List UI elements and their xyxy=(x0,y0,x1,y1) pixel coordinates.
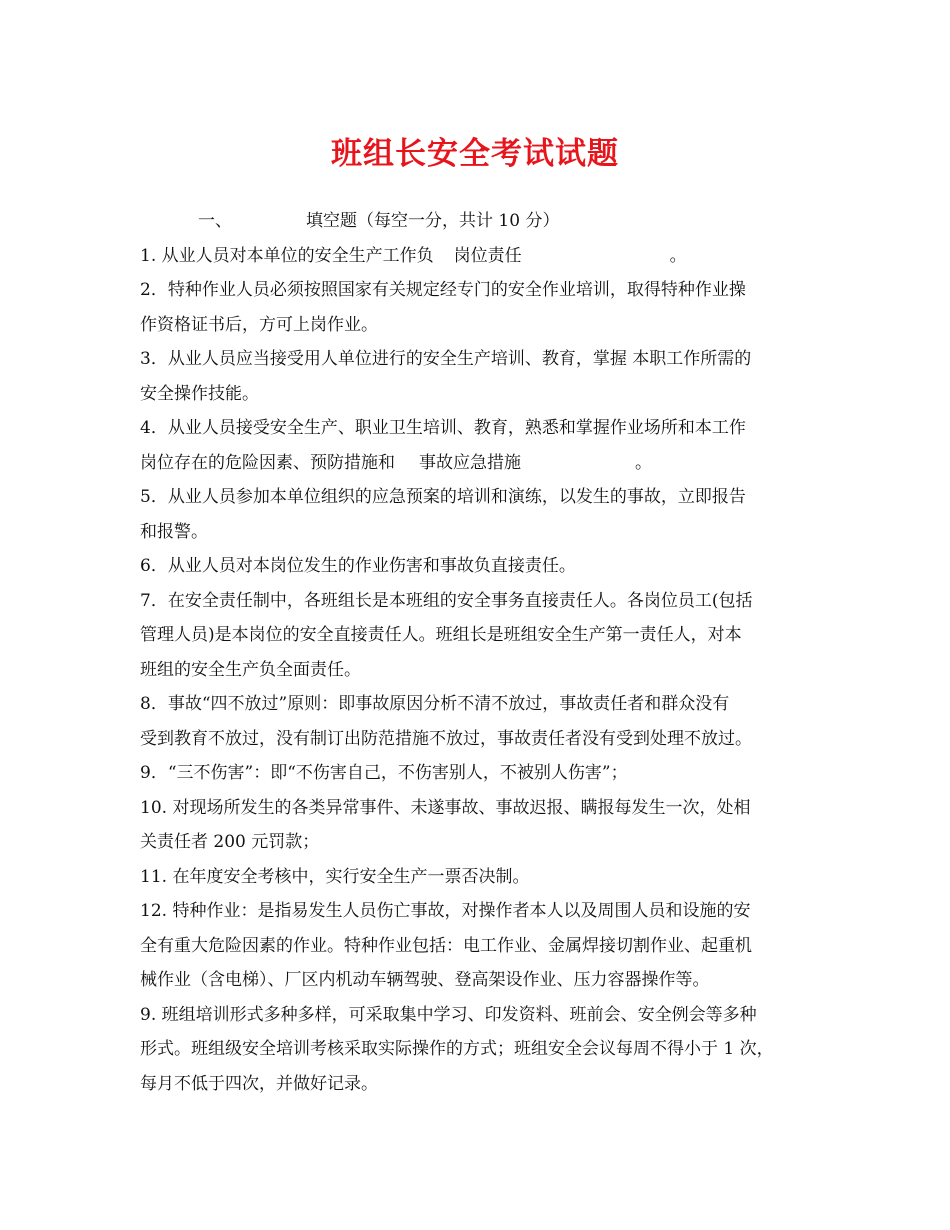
question-11: 11. 在年度安全考核中，实行安全生产一票否决制。 xyxy=(140,866,530,887)
question-6: 6．从业人员对本岗位发生的作业伤害和事故负直接责任。 xyxy=(140,556,576,576)
question-9: 9．“三不伤害”：即“不伤害自己，不伤害别人，不被别人伤害”； xyxy=(140,763,628,783)
question-2-line-1: 2．特种作业人员必须按照国家有关规定经专门的安全作业培训，取得特种作业操 xyxy=(140,280,746,300)
question-13-line-3: 每月不低于四次，并做好记录。 xyxy=(140,1073,378,1094)
answer-text: 岗位责任 xyxy=(453,245,522,266)
question-8-line-1: 8．事故“四不放过”原则：即事故原因分析不清不放过，事故责任者和群众没有 xyxy=(140,694,730,714)
answer-text: 事故应急措施 xyxy=(419,452,521,473)
question-text: 1. 从业人员对本单位的安全生产工作负 xyxy=(140,245,434,266)
question-2-line-2: 作资格证书后，方可上岗作业。 xyxy=(140,314,378,335)
question-12-line-1: 12. 特种作业：是指易发生人员伤亡事故，对操作者本人以及周围人员和设施的安 xyxy=(140,901,751,921)
question-7-line-3: 班组的安全生产负全面责任。 xyxy=(140,659,361,680)
document-title: 班组长安全考试试题 xyxy=(331,136,619,172)
question-10-line-1: 10. 对现场所发生的各类异常事件、未遂事故、事故迟报、瞒报每发生一次，处相 xyxy=(140,797,751,818)
question-text: 岗位存在的危险因素、预防措施和 xyxy=(140,452,395,473)
question-5-line-1: 5．从业人员参加本单位组织的应急预案的培训和演练，以发生的事故，立即报告 xyxy=(140,487,746,507)
question-10-line-2: 关责任者 200 元罚款； xyxy=(140,832,320,852)
section-title: 填空题（每空一分，共计 10 分） xyxy=(306,211,560,231)
question-end: 。 xyxy=(669,245,687,266)
question-end: 。 xyxy=(635,452,652,473)
section-heading xyxy=(140,204,830,239)
question-12-line-3: 械作业（含电梯）、厂区内机动车辆驾驶、登高架设作业、压力容器操作等。 xyxy=(140,970,710,990)
question-4-line-1: 4．从业人员接受安全生产、职业卫生培训、教育，熟悉和掌握作业场所和本工作 xyxy=(140,418,746,438)
question-5-line-2: 和报警。 xyxy=(140,521,208,542)
question-13-line-2: 形式。班组级安全培训考核采取实际操作的方式；班组安全会议每周不得小于 1 次， xyxy=(140,1039,774,1059)
question-3-line-1: 3．从业人员应当接受用人单位进行的安全生产培训、教育，掌握 本职工作所需的 xyxy=(140,349,752,369)
question-3-line-2: 安全操作技能。 xyxy=(140,383,259,404)
question-13-line-1: 9. 班组培训形式多种多样，可采取集中学习、印发资料、班前会、安全例会等多种 xyxy=(140,1004,757,1025)
section-number: 一、 xyxy=(198,211,232,231)
question-7-line-1: 7．在安全责任制中，各班组长是本班组的安全事务直接责任人。各岗位员工(包括 xyxy=(140,590,753,611)
question-4-line-2 xyxy=(140,446,830,481)
question-12-line-2: 全有重大危险因素的作业。特种作业包括：电工作业、金属焊接切割作业、起重机 xyxy=(140,935,752,956)
question-8-line-2: 受到教育不放过，没有制订出防范措施不放过，事故责任者没有受到处理不放过。 xyxy=(140,728,752,749)
document-body xyxy=(140,204,830,1101)
question-7-line-2: 管理人员)是本岗位的安全直接责任人。班组长是班组安全生产第一责任人，对本 xyxy=(140,625,742,645)
question-1 xyxy=(140,239,830,274)
